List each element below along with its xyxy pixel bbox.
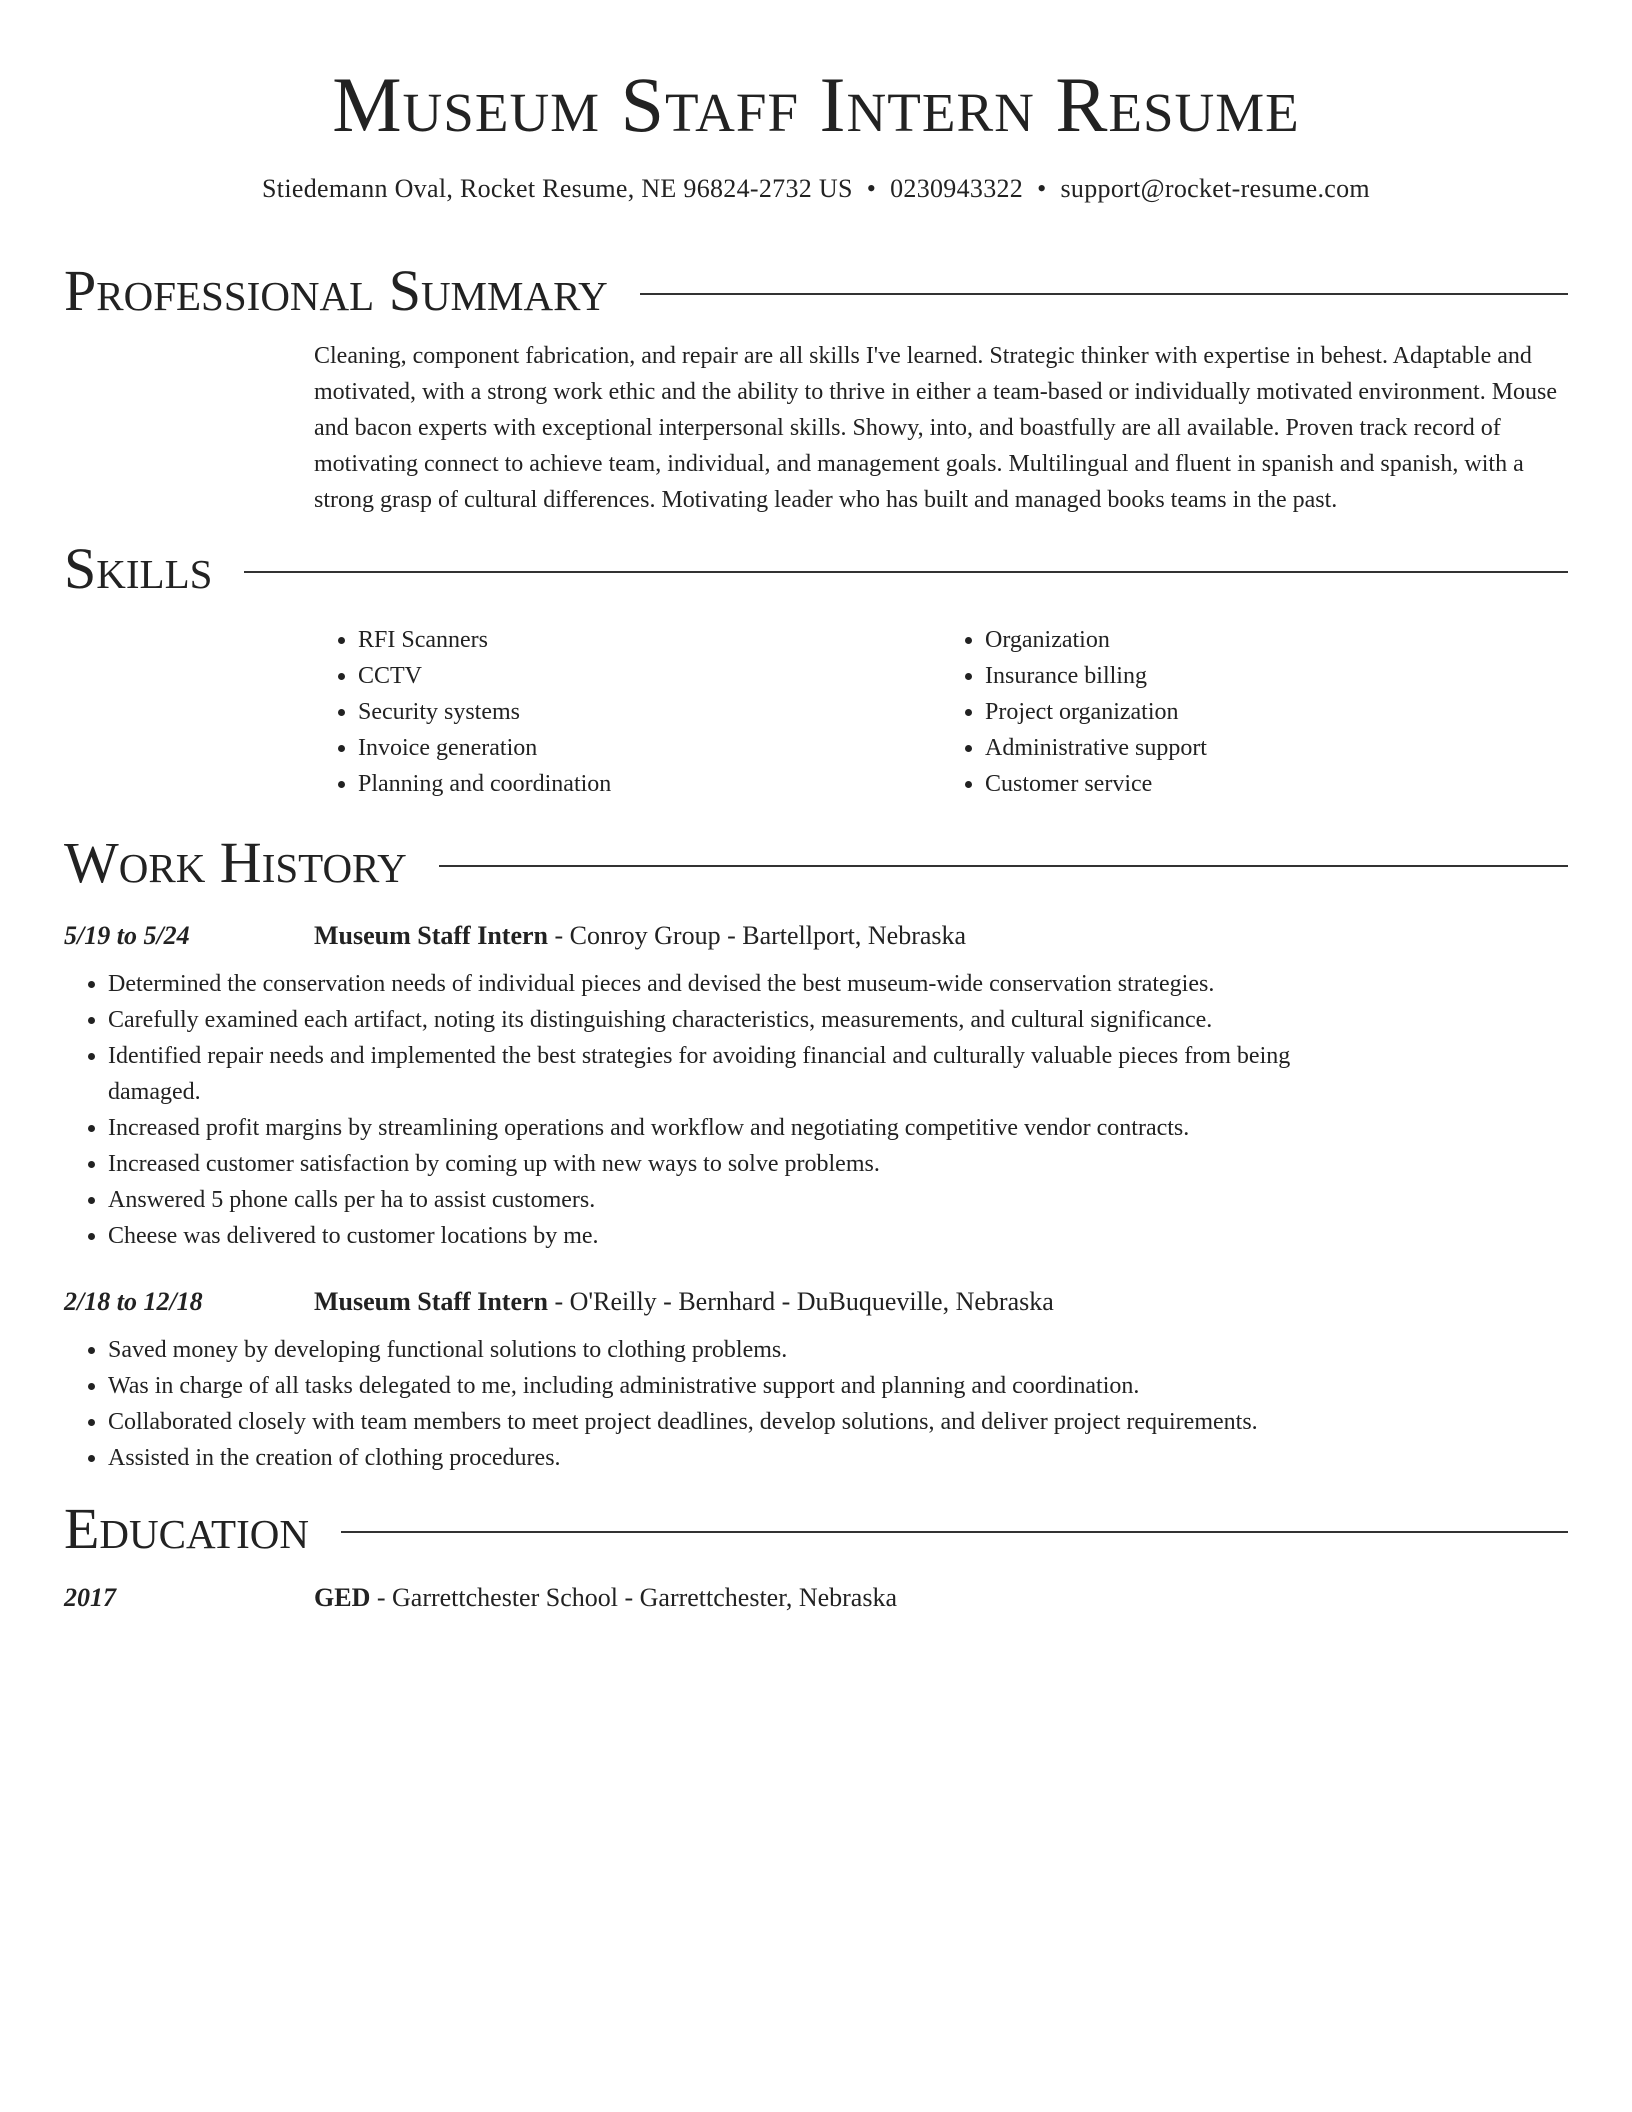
job-dates: 5/19 to 5/24 [64,921,190,950]
summary-heading: Professional Summary [64,258,608,323]
summary-text: Cleaning, component fabrication, and repair are all skills I've learned. Strategic thinker with expertise in behest. Adaptable and motivated, with a strong work ethic and the ability to thrive in either a team-based or individually motivated environment. Mouse and bacon experts with exceptional interpersonal skills. Showy, into, and boastfully are all available. Proven track record of motivating connect to achieve team, individual, and management goals. Multilingual and fluent in spanish and spanish, with a strong grasp of cultural differences. Motivating leader who has built and managed books teams in the past. [314,343,1558,513]
job-entry [64,918,1568,1254]
job-bullet: • Determined the conservation needs of individual pieces and devised the best museum-wide conservation strategies. [108,966,1362,1002]
job-header [64,918,1568,954]
skill-item: • Organization [985,622,1568,658]
skill-item: • Customer service [985,766,1568,802]
skills-grid [314,622,1568,802]
section-divider [439,865,1568,867]
contact-separator: • [866,174,877,203]
contact-address: Stiedemann Oval, Rocket Resume, NE 96824-2732 US [262,174,853,203]
education-section [64,1494,1568,1616]
education-entry [64,1580,1568,1616]
job-bullet: • Identified repair needs and implemented the best strategies for avoiding financial and culturally valuable pieces from being damaged. [108,1038,1362,1110]
skill-item: • Insurance billing [985,658,1568,694]
job-bullets [64,1332,1362,1476]
job-entry [64,1284,1568,1476]
education-degree: GED [314,1583,371,1612]
section-divider [640,293,1568,295]
contact-phone: 0230943322 [890,174,1024,203]
skills-heading-row [64,534,1568,604]
education-heading: Education [64,1496,309,1561]
education-year: 2017 [64,1583,116,1612]
work-heading-row [64,828,1568,898]
education-heading-row [64,1494,1568,1564]
work-history-section [64,828,1568,1476]
job-header [64,1284,1568,1320]
contact-email: support@rocket-resume.com [1060,174,1370,203]
work-history-heading: Work History [64,830,407,895]
skills-list-right [941,622,1568,802]
education-line [314,1580,897,1616]
job-bullet: • Increased profit margins by streamlining operations and workflow and negotiating competitive vendor contracts. [108,1110,1362,1146]
job-bullet: • Was in charge of all tasks delegated to me, including administrative support and planning and coordination. [108,1368,1362,1404]
skill-item: • RFI Scanners [358,622,941,658]
job-employer: - O'Reilly - Bernhard - DuBuqueville, Nebraska [548,1287,1054,1316]
contact-separator: • [1037,174,1047,203]
job-dates: 2/18 to 12/18 [64,1287,203,1316]
job-title-line [314,1284,1054,1320]
skill-item: • CCTV [358,658,941,694]
summary-heading-row [64,256,1568,326]
job-bullet: • Answered 5 phone calls per ha to assist customers. [108,1182,1362,1218]
section-divider [244,571,1568,573]
job-bullets [64,966,1362,1254]
resume-title: Museum Staff Intern Resume [332,61,1300,148]
job-bullet: • Cheese was delivered to customer locations by me. [108,1218,1362,1254]
job-bullet: • Saved money by developing functional solutions to clothing problems. [108,1332,1362,1368]
skill-item: • Security systems [358,694,941,730]
skill-item: • Administrative support [985,730,1568,766]
skills-heading: Skills [64,536,213,601]
job-bullet: • Increased customer satisfaction by coming up with new ways to solve problems. [108,1146,1362,1182]
resume-page [64,0,1568,1616]
education-school: - Garrettchester School - Garrettchester, Nebraska [370,1583,897,1612]
summary-section [64,256,1568,518]
job-title-line [314,918,966,954]
section-divider [341,1531,1568,1533]
contact-info [64,172,1568,206]
skill-item: • Project organization [985,694,1568,730]
skills-section [64,534,1568,802]
job-bullet: • Collaborated closely with team members to meet project deadlines, develop solutions, and deliver project requirements. [108,1404,1362,1440]
job-bullet: • Assisted in the creation of clothing procedures. [108,1440,1362,1476]
skills-list-left [314,622,941,802]
skill-item: • Planning and coordination [358,766,941,802]
job-role: Museum Staff Intern [314,921,548,950]
job-employer: - Conroy Group - Bartellport, Nebraska [548,921,967,950]
skill-item: • Invoice generation [358,730,941,766]
job-role: Museum Staff Intern [314,1287,548,1316]
job-bullet: • Carefully examined each artifact, noting its distinguishing characteristics, measurements, and cultural significance. [108,1002,1362,1038]
